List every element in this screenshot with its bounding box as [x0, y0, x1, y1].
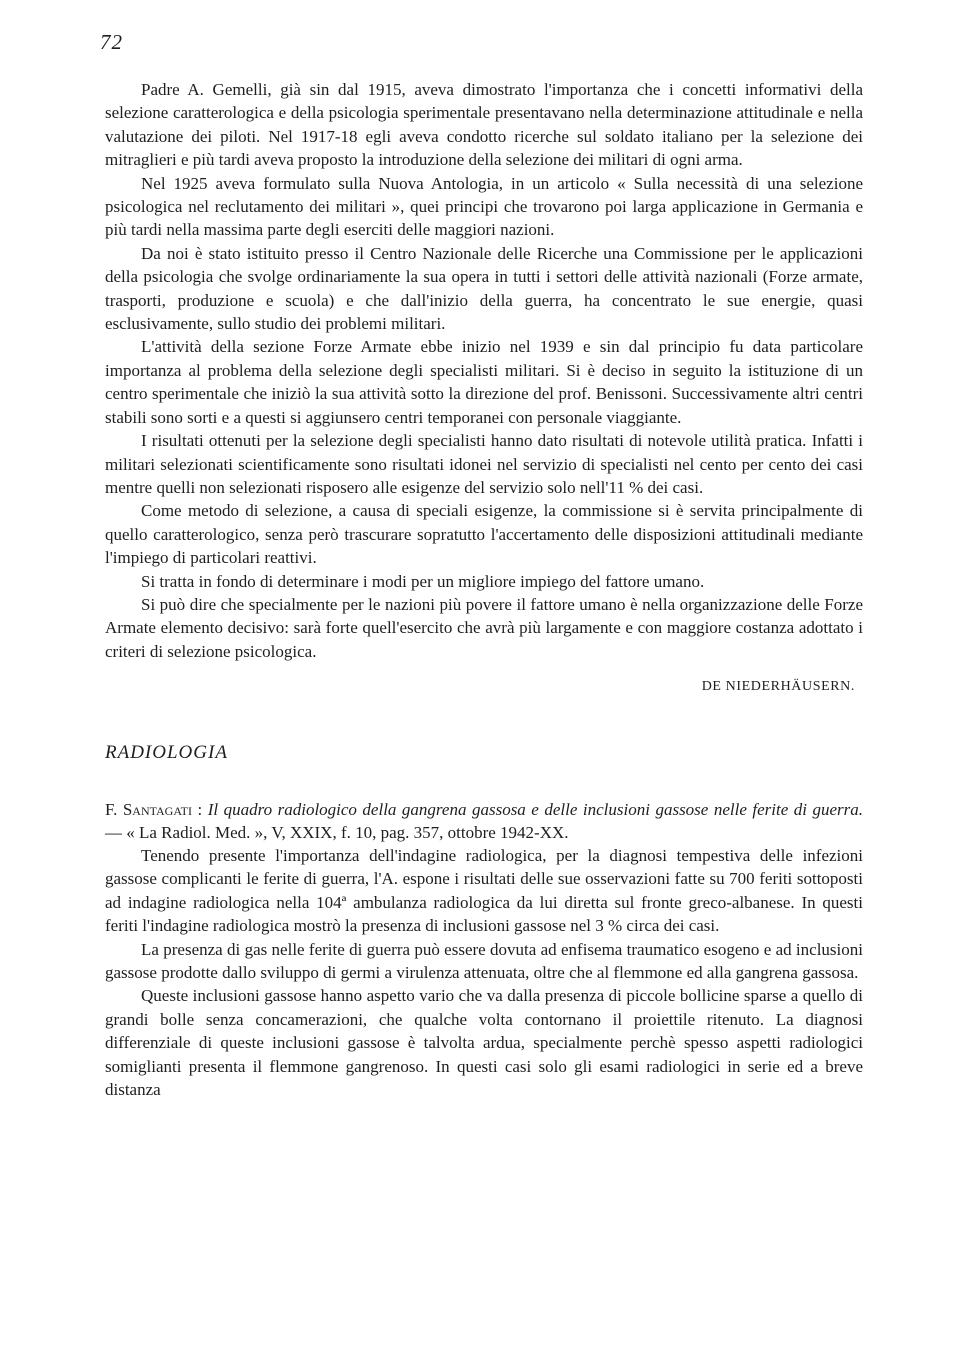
paragraph: Si può dire che specialmente per le nazioni più povere il fattore umano è nella organizzazione delle Forze Armate elemento decisivo: sarà forte quell'esercito che avrà più largamente e con maggiore costanza adottato i criteri di selezione psicologica.	[105, 594, 863, 661]
citation-author: F. Santagati :	[105, 799, 203, 819]
paragraph: L'attività della sezione Forze Armate ebbe inizio nel 1939 e sin dal principio fu data particolare importanza al problema della selezione degli specialisti militari. Si è deciso in seguito la istituzione di un centro sperimentale che iniziò la sua attività sotto la direzione del prof. Benissoni. Successivamente altri centri stabili sono sorti e a questi si aggiunsero centri temporanei con personale viaggiante.	[105, 337, 863, 427]
paragraph: Queste inclusioni gassose hanno aspetto vario che va dalla presenza di piccole bollicine sparse a quello di grandi bolle senza concamerazioni, che qualche volta contornano il proiettile ritenuto. La diagnosi differenziale di queste inclusioni gassose è talvolta ardua, specialmente perchè spesso aspetti radiologici somiglianti presenta il flemmone gangrenoso. In questi casi solo gli esami radiologici in serie ed a breve distanza	[105, 986, 863, 1100]
section-heading: RADIOLOGIA	[105, 741, 228, 763]
citation-source: — « La Radiol. Med. », V, XXIX, f. 10, pag. 357, ottobre 1942-XX.	[105, 822, 569, 842]
paragraph: Padre A. Gemelli, già sin dal 1915, aveva dimostrato l'importanza che i concetti informativi della selezione caratterologica e della psicologia sperimentale presentavano nella determinazione attitudinale e nella valutazione dei piloti. Nel 1917-18 egli aveva condotto ricerche sul soldato italiano per la selezione dei mitraglieri e più tardi aveva proposto la introduzione della selezione dei militari di ogni arma.	[105, 80, 863, 170]
paragraph: La presenza di gas nelle ferite di guerra può essere dovuta ad enfisema traumatico esogeno e ad inclusioni gassose prodotte dallo sviluppo di germi a virulenza attenuata, oltre che al flemmone ed alla gangrena gassosa.	[105, 939, 863, 982]
paragraph: Da noi è stato istituito presso il Centro Nazionale delle Ricerche una Commissione per le applicazioni della psicologia che svolge ordinariamente la sua opera in tutti i settori delle attività nazionali (Forze armate, trasporti, produzione e scuola) e che dall'inizio della guerra, ha concentrato le sue energie, quasi esclusivamente, sullo studio dei problemi militari.	[105, 243, 863, 334]
author-signature: DE NIEDERHÄUSERN.	[701, 679, 855, 695]
paragraph: Come metodo di selezione, a causa di speciali esigenze, la commissione si è servita principalmente di quello caratterologico, senza però trascurare sopratutto l'accertamento delle disposizioni attitudinali mediante l'impiego di particolari reattivi.	[105, 501, 863, 568]
review-santagati	[105, 798, 863, 1101]
article-psychology-selection	[105, 78, 863, 699]
paragraph: Nel 1925 aveva formulato sulla Nuova Antologia, in un articolo « Sulla necessità di una selezione psicologica nel reclutamento dei militari », quei principi che trovarono poi larga applicazione in Germania e più tardi nella massima parte degli eserciti delle maggiori nazioni.	[105, 173, 863, 240]
paragraph: I risultati ottenuti per la selezione degli specialisti hanno dato risultati di notevole utilità pratica. Infatti i militari selezionati scientificamente sono risultati idonei nel servizio di specialisti nel cento per cento dei casi mentre quelli non selezionati risposero alle esigenze del servizio solo nell'11 % dei casi.	[105, 431, 863, 497]
page-number: 72	[100, 30, 123, 54]
citation-title: Il quadro radiologico della gangrena gassosa e delle inclusioni gassose nelle ferite di guerra.	[207, 799, 864, 819]
page-body	[105, 78, 863, 1101]
bibliographic-citation	[105, 798, 863, 844]
paragraph: Tenendo presente l'importanza dell'indagine radiologica, per la diagnosi tempestiva delle infezioni gassose complicanti le ferite di guerra, l'A. espone i risultati delle sue osservazioni fatte su 700 feriti sottoposti ad indagine radiologica nella 104ª ambulanza radiologica da lui diretta sul fronte greco-albanese. In questi feriti l'indagine radiologica mostrò la presenza di inclusioni gassose nel 3 % circa dei casi.	[105, 845, 863, 936]
paragraph: Si tratta in fondo di determinare i modi per un migliore impiego del fattore umano.	[141, 571, 705, 591]
